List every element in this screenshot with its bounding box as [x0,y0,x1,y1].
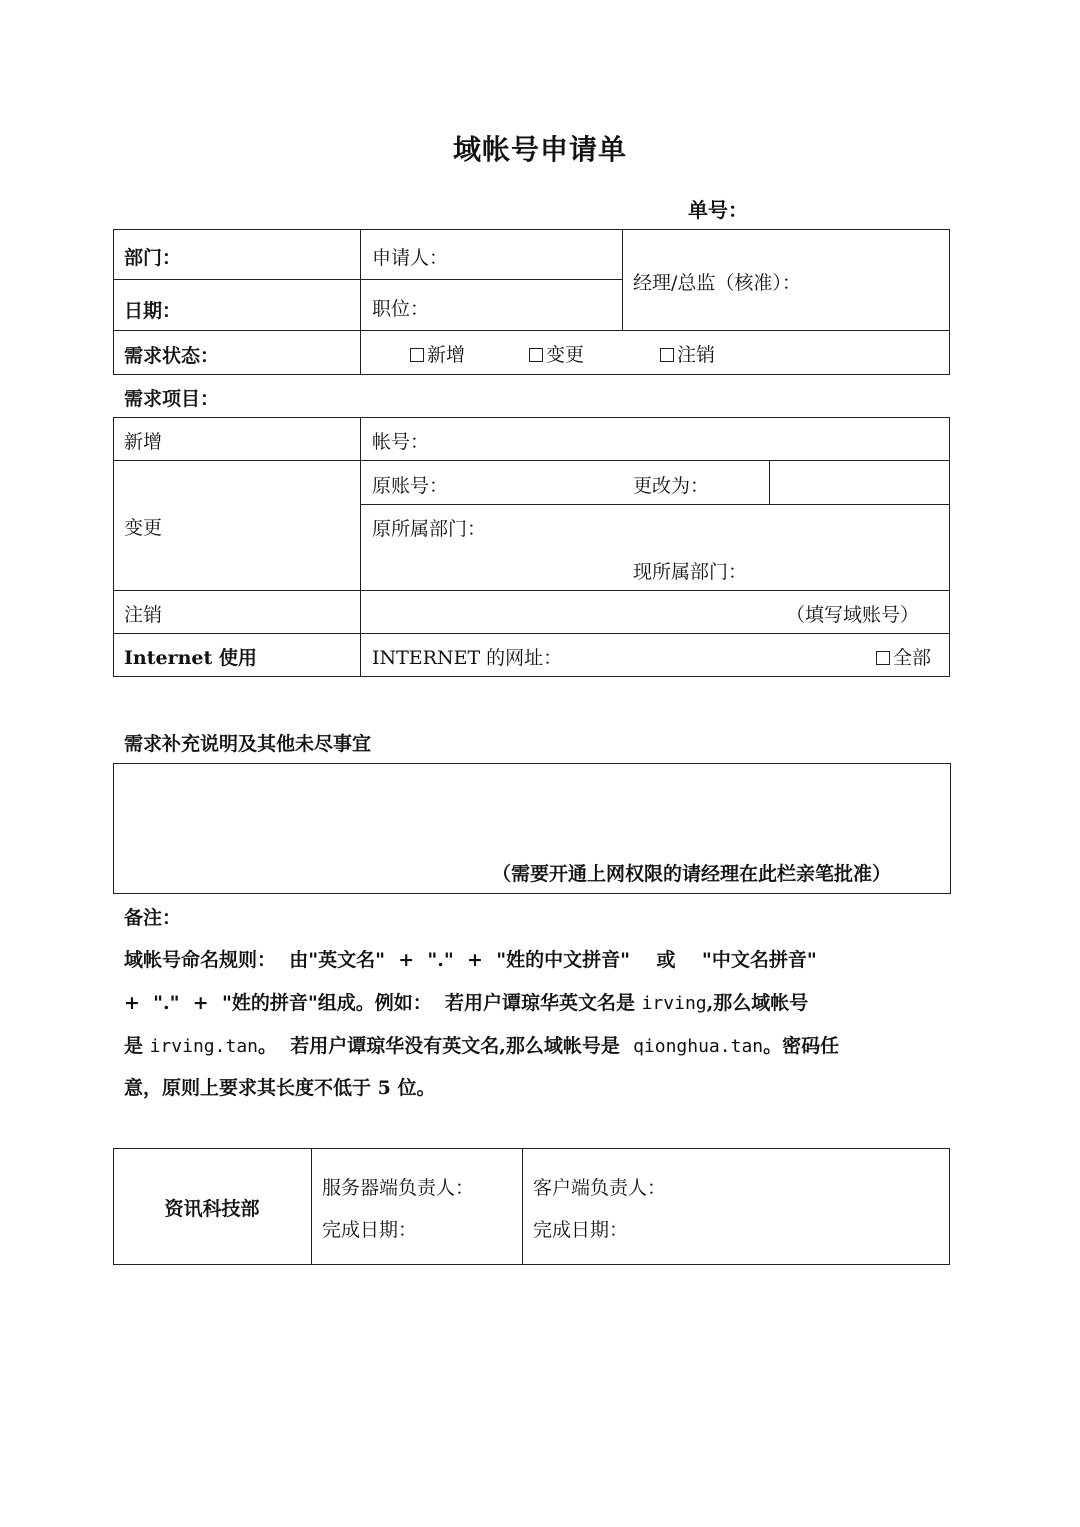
original-account-label: 原账号： [372,475,449,497]
remarks-line-3: 是 irving.tan。 若用户谭琼华没有英文名,那么域帐号是 qionghua.tan。密码任 [124,1035,840,1057]
client-owner-label: 客户端负责人： [533,1177,667,1199]
request-items-label: 需求项目： [124,388,220,410]
table-border [113,229,950,230]
checkbox-icon[interactable] [660,348,674,362]
remarks-line-4: 意，原则上要求其长度不低于 5 位。 [124,1077,436,1099]
remarks-line-2: + "." + "姓的拼音"组成。例如： 若用户谭琼华英文名是 irving,那么域帐号 [124,992,809,1014]
checkbox-icon[interactable] [876,651,890,665]
status-option-cancel[interactable]: 注销 [660,340,715,367]
item-new-label: 新增 [124,431,163,453]
table-border [113,1264,950,1265]
checkbox-icon[interactable] [410,348,424,362]
date-label: 日期： [124,300,182,322]
internet-usage-label: Internet 使用 [124,647,257,669]
table-border [949,229,950,374]
table-border [522,1148,523,1264]
table-border [622,229,623,330]
server-done-date-label: 完成日期： [322,1219,418,1241]
remarks-line-1: 域帐号命名规则： 由"英文名" + "." + "姓的中文拼音" 或 "中文名拼音" [124,949,817,971]
item-cancel-label: 注销 [124,604,163,626]
table-border [360,504,950,505]
applicant-label: 申请人： [372,247,449,269]
table-border [360,417,361,676]
table-border [113,330,950,331]
change-to-label: 更改为： [633,475,710,497]
manager-approval-label: 经理/总监（核准）： [633,272,801,294]
table-border [113,676,950,677]
status-option-new[interactable]: 新增 [410,340,465,367]
request-status-label: 需求状态： [124,345,220,367]
original-department-label: 原所属部门： [372,518,487,540]
table-border [113,417,114,676]
it-department-label: 资讯科技部 [164,1198,260,1220]
supplement-hint: （需要开通上网权限的请经理在此栏亲笔批准） [492,863,892,885]
position-label: 职位： [372,298,430,320]
table-border [113,633,950,634]
table-border [113,279,622,280]
server-owner-label: 服务器端负责人： [322,1177,475,1199]
table-border [113,417,950,418]
table-border [949,1148,950,1264]
account-label: 帐号： [372,431,430,453]
table-border [360,229,361,374]
cancel-hint: （填写域账号） [786,604,920,626]
internet-url-label: INTERNET 的网址： [372,647,563,669]
item-change-label: 变更 [124,517,163,539]
table-border [949,417,950,676]
table-border [113,229,114,374]
table-border [311,1148,312,1264]
table-border [113,590,950,591]
current-department-label: 现所属部门： [633,561,748,583]
table-border [113,1148,950,1149]
checkbox-icon[interactable] [529,348,543,362]
table-border [769,460,770,504]
page-title: 域帐号申请单 [452,133,627,166]
form-number-label: 单号： [688,198,748,222]
remarks-label: 备注： [124,907,182,929]
table-border [113,460,950,461]
status-option-change[interactable]: 变更 [529,340,584,367]
internet-all-option[interactable]: 全部 [876,643,931,670]
department-label: 部门： [124,247,182,269]
supplement-label: 需求补充说明及其他未尽事宜 [124,733,372,755]
table-border [113,374,950,375]
client-done-date-label: 完成日期： [533,1219,629,1241]
